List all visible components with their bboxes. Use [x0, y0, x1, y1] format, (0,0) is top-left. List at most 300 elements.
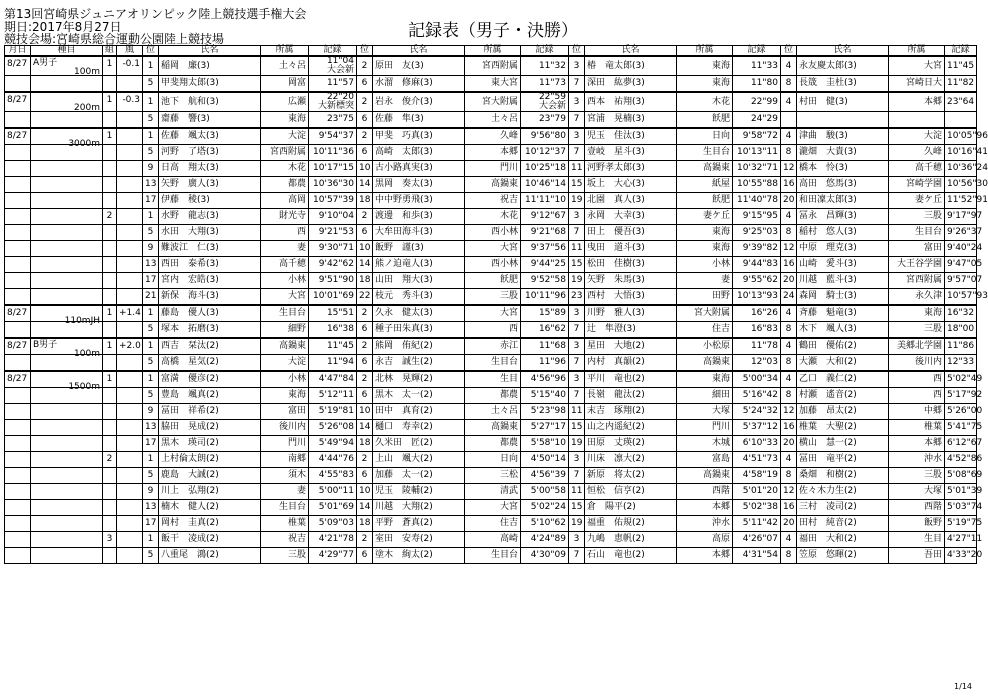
- pos-cell: 16: [781, 257, 797, 273]
- pos-cell: 2: [357, 56, 373, 76]
- record-cell: [733, 289, 781, 306]
- name-cell: 古小路真実(3): [373, 161, 465, 177]
- name-cell: 田原 丈瑛(2): [585, 436, 677, 452]
- record-value: 10'17"15: [313, 163, 354, 173]
- team-cell: 東海: [677, 56, 733, 76]
- heat-cell: [103, 484, 117, 500]
- table-row: [5, 273, 977, 289]
- record-value: 16"83: [750, 324, 778, 334]
- team-cell: 三股: [889, 468, 945, 484]
- team-cell: 細田: [677, 388, 733, 404]
- record-cell: [309, 404, 357, 420]
- pos-cell: 6: [357, 76, 373, 93]
- record-value: 11'52"91: [947, 195, 988, 205]
- team-cell: 三股: [889, 209, 945, 225]
- record-cell: [945, 355, 977, 372]
- results-table: [4, 45, 988, 564]
- event-cell: [31, 145, 103, 161]
- record-value: 9'52"58: [530, 275, 566, 285]
- pos-cell: 9: [143, 241, 159, 257]
- date-cell: [5, 548, 31, 564]
- name-cell: 冨永 昌輝(3): [797, 209, 889, 225]
- pos-cell: 15: [569, 257, 585, 273]
- heat-cell: 3: [103, 532, 117, 548]
- table-row: [5, 76, 977, 93]
- record-note: 大新標突: [317, 101, 354, 111]
- record-cell: [945, 92, 977, 112]
- name-cell: 永吉 誠生(2): [373, 355, 465, 372]
- team-cell: 美郷北学園: [889, 338, 945, 355]
- record-value: 4'44"76: [318, 454, 354, 464]
- record-cell: [733, 177, 781, 193]
- name-cell: 木下 颯人(3): [797, 322, 889, 339]
- heat-cell: [103, 388, 117, 404]
- pos-cell: 5: [143, 112, 159, 129]
- record-cell: [945, 548, 983, 564]
- record-cell: [309, 516, 357, 532]
- pos-cell: 21: [143, 289, 159, 306]
- table-row: [5, 241, 977, 257]
- record-cell: [309, 500, 357, 516]
- name-cell: 熊ノ迫竜人(3): [373, 257, 465, 273]
- pos-cell: 7: [569, 468, 585, 484]
- name-cell: 川上 弘翔(2): [159, 484, 261, 500]
- record-value: 11"33: [750, 60, 778, 71]
- record-value: 4'30"09: [530, 550, 566, 560]
- record-cell: [309, 92, 357, 112]
- team-cell: 木花: [465, 209, 521, 225]
- record-value: 4'47"84: [318, 374, 354, 384]
- record-cell: [733, 436, 781, 452]
- pos-cell: 20: [781, 273, 797, 289]
- name-cell: 黒岡 奏太(3): [373, 177, 465, 193]
- name-cell: 枝元 秀斗(3): [373, 289, 465, 306]
- name-cell: 富満 優彦(2): [159, 371, 261, 388]
- team-cell: 広瀬: [261, 92, 309, 112]
- name-cell: 甲斐 巧真(3): [373, 128, 465, 145]
- pos-cell: 1: [143, 128, 159, 145]
- pos-cell: 5: [143, 388, 159, 404]
- team-cell: 清武: [465, 484, 521, 500]
- record-cell: [521, 145, 569, 161]
- col-pos: 位: [569, 46, 585, 57]
- record-cell: [733, 548, 781, 564]
- name-cell: 川越 大翔(2): [373, 500, 465, 516]
- record-value: 11"82: [947, 78, 975, 88]
- record-value: 9'12"67: [530, 211, 566, 221]
- record-cell: [733, 305, 781, 322]
- record-value: 10'13"93: [737, 291, 778, 301]
- record-value: 5'41"75: [947, 422, 983, 432]
- pos-cell: 3: [569, 371, 585, 388]
- name-cell: 鶴田 優佑(2): [797, 338, 889, 355]
- team-cell: 西: [465, 322, 521, 339]
- heat-cell: [103, 289, 117, 306]
- team-cell: 永久津: [889, 289, 945, 306]
- name-cell: 西田 泰希(3): [159, 257, 261, 273]
- wind-cell: +1.4: [117, 305, 143, 322]
- record-cell: [521, 257, 569, 273]
- record-value: 10'01"69: [313, 291, 354, 301]
- date-cell: [5, 436, 31, 452]
- pos-cell: 24: [781, 289, 797, 306]
- team-cell: 木城: [677, 436, 733, 452]
- team-cell: 大淀: [261, 128, 309, 145]
- team-cell: 高千穂: [261, 257, 309, 273]
- name-cell: 豊島 颯真(2): [159, 388, 261, 404]
- date-cell: [5, 161, 31, 177]
- record-cell: [309, 177, 357, 193]
- date-cell: [5, 177, 31, 193]
- pos-cell: 13: [143, 420, 159, 436]
- table-row: [5, 338, 977, 355]
- pos-cell: 16: [781, 420, 797, 436]
- record-cell: [309, 468, 357, 484]
- record-cell: [309, 112, 357, 129]
- event-cell: [31, 548, 103, 564]
- record-value: 5'11"42: [742, 518, 778, 528]
- results-body: [5, 56, 988, 564]
- name-cell: 平野 蒼真(2): [373, 516, 465, 532]
- wind-cell: -0.1: [117, 56, 143, 76]
- record-value: 4'50"14: [530, 454, 566, 464]
- team-cell: 岡富: [261, 76, 309, 93]
- wind-cell: [117, 500, 143, 516]
- team-cell: 本郷: [889, 92, 945, 112]
- pos-cell: 6: [357, 112, 373, 129]
- team-cell: 木花: [261, 161, 309, 177]
- table-row: [5, 388, 977, 404]
- date-cell: [5, 322, 31, 339]
- record-cell: [521, 209, 569, 225]
- name-cell: 冨田 竜平(2): [797, 452, 889, 468]
- wind-cell: [117, 371, 143, 388]
- name-cell: 石山 竜也(2): [585, 548, 677, 564]
- table-row: [5, 404, 977, 420]
- name-cell: 壹岐 星斗(3): [585, 145, 677, 161]
- record-value: 10'11"36: [313, 147, 354, 157]
- team-cell: 西: [889, 388, 945, 404]
- team-cell: 東海: [677, 76, 733, 93]
- pos-cell: 6: [357, 322, 373, 339]
- record-cell: [309, 548, 357, 564]
- name-cell: 池下 航和(3): [159, 92, 261, 112]
- team-cell: 生目台: [889, 225, 945, 241]
- team-cell: 木花: [677, 92, 733, 112]
- record-value: 5'02"49: [947, 374, 983, 384]
- name-cell: 橋本 怜(3): [797, 161, 889, 177]
- team-cell: 門川: [465, 161, 521, 177]
- team-cell: 飫肥: [677, 193, 733, 209]
- event-cell: [31, 436, 103, 452]
- date-cell: [5, 145, 31, 161]
- team-cell: 三股: [889, 322, 945, 339]
- record-cell: [945, 161, 988, 177]
- team-cell: 祝吉: [261, 532, 309, 548]
- wind-cell: [117, 112, 143, 129]
- wind-cell: -0.3: [117, 92, 143, 112]
- pos-cell: 4: [781, 209, 797, 225]
- record-cell: [521, 273, 569, 289]
- team-cell: 東大宮: [465, 76, 521, 93]
- record-value: 18"00: [947, 324, 975, 334]
- record-value: 4'26"07: [742, 534, 778, 544]
- record-cell: [309, 532, 357, 548]
- record-value: 4'51"73: [742, 454, 778, 464]
- meet-title: 第13回宮崎県ジュニアオリンピック陸上競技選手権大会: [4, 7, 307, 21]
- record-cell: [945, 305, 977, 322]
- event-cell: [31, 338, 103, 359]
- record-value: 10'36"30: [313, 179, 354, 189]
- team-cell: 財光寺: [261, 209, 309, 225]
- pos-cell: [781, 112, 797, 129]
- name-cell: 村田 健(3): [797, 92, 889, 112]
- record-cell: [521, 241, 569, 257]
- team-cell: 宮大附属: [465, 92, 521, 112]
- col-pos: 位: [143, 46, 159, 57]
- pos-cell: 4: [781, 371, 797, 388]
- record-value: 9'54"37: [318, 131, 354, 141]
- record-cell: [945, 76, 977, 93]
- record-value: 4'21"78: [318, 534, 354, 544]
- name-cell: 高崎 太郎(3): [373, 145, 465, 161]
- pos-cell: 18: [357, 436, 373, 452]
- name-cell: 長嶺 龍汰(2): [585, 388, 677, 404]
- wind-cell: +2.0: [117, 338, 143, 355]
- name-cell: 水溜 修麻(3): [373, 76, 465, 93]
- record-value: 5'09"03: [318, 518, 354, 528]
- event-cell: [31, 468, 103, 484]
- pos-cell: 8: [781, 322, 797, 339]
- pos-cell: 15: [569, 420, 585, 436]
- pos-cell: 5: [143, 548, 159, 564]
- name-cell: 児玉 陵輔(2): [373, 484, 465, 500]
- name-cell: 内村 真韻(2): [585, 355, 677, 372]
- name-cell: 和田凜太郎(3): [797, 193, 889, 209]
- pos-cell: 9: [143, 404, 159, 420]
- team-cell: 生目: [465, 371, 521, 388]
- name-cell: 久永 健太(3): [373, 305, 465, 322]
- event-cell: [31, 484, 103, 500]
- team-cell: 西階: [677, 484, 733, 500]
- pos-cell: 20: [781, 516, 797, 532]
- pos-cell: 1: [143, 371, 159, 388]
- event-cell: [31, 161, 103, 177]
- record-value: 10'32"71: [737, 163, 778, 173]
- name-cell: 瀧畑 大貴(3): [797, 145, 889, 161]
- team-cell: 妻ケ丘: [889, 193, 945, 209]
- pos-cell: 11: [569, 404, 585, 420]
- record-value: 11"96: [538, 357, 566, 367]
- table-row: [5, 305, 977, 322]
- record-cell: [309, 322, 357, 339]
- record-value: 5'00"58: [530, 486, 566, 496]
- table-row: [5, 193, 977, 209]
- record-cell: [945, 225, 983, 241]
- pos-cell: 12: [781, 404, 797, 420]
- record-cell: [733, 257, 781, 273]
- pos-cell: 7: [569, 388, 585, 404]
- pos-cell: 6: [357, 388, 373, 404]
- table-row: [5, 484, 977, 500]
- record-cell: [521, 484, 569, 500]
- date-cell: [5, 289, 31, 306]
- pos-cell: 7: [569, 225, 585, 241]
- team-cell: 日向: [677, 128, 733, 145]
- wind-cell: [117, 484, 143, 500]
- pos-cell: 8: [781, 355, 797, 372]
- team-cell: 高鍋東: [677, 468, 733, 484]
- name-cell: 岩永 俊介(3): [373, 92, 465, 112]
- date-cell: [5, 257, 31, 273]
- team-cell: 富田: [889, 241, 945, 257]
- event-label: 200m: [74, 103, 100, 113]
- record-cell: [309, 289, 357, 306]
- name-cell: 曳田 道斗(3): [585, 241, 677, 257]
- pos-cell: 4: [781, 338, 797, 355]
- pos-cell: 5: [143, 468, 159, 484]
- wind-cell: [117, 209, 143, 225]
- record-value: 5'23"98: [530, 406, 566, 416]
- record-value: 12"33: [947, 357, 975, 367]
- team-cell: 飫肥: [677, 112, 733, 129]
- name-cell: 室田 安寿(2): [373, 532, 465, 548]
- event-cell: [31, 388, 103, 404]
- heat-cell: [103, 355, 117, 372]
- team-cell: 生目台: [677, 145, 733, 161]
- heat-cell: [103, 161, 117, 177]
- record-cell: [733, 532, 781, 548]
- event-cell: [31, 241, 103, 257]
- team-cell: [889, 112, 945, 129]
- pos-cell: 2: [357, 209, 373, 225]
- pos-cell: 2: [357, 371, 373, 388]
- event-cell: [31, 305, 103, 326]
- team-cell: 本郷: [465, 145, 521, 161]
- table-row: [5, 161, 977, 177]
- team-cell: 住吉: [677, 322, 733, 339]
- pos-cell: 8: [781, 225, 797, 241]
- record-value: 4'31"54: [742, 550, 778, 560]
- name-cell: 西吉 栞汰(2): [159, 338, 261, 355]
- pos-cell: 4: [781, 56, 797, 76]
- record-value: 9'25"03: [742, 227, 778, 237]
- name-cell: 中中野勇飛(3): [373, 193, 465, 209]
- event-cell: [31, 500, 103, 516]
- team-cell: 椎葉: [261, 516, 309, 532]
- heat-cell: 1: [103, 56, 117, 76]
- record-cell: [309, 420, 357, 436]
- table-row: [5, 289, 977, 306]
- header-row: [5, 46, 977, 57]
- name-cell: 田上 優吾(3): [585, 225, 677, 241]
- record-cell: [733, 112, 781, 129]
- name-cell: 楠木 健人(2): [159, 500, 261, 516]
- record-cell: [521, 500, 569, 516]
- date-cell: [5, 209, 31, 225]
- pos-cell: 10: [357, 484, 373, 500]
- pos-cell: 9: [143, 161, 159, 177]
- record-value: 16"62: [538, 324, 566, 334]
- team-cell: 東海: [677, 241, 733, 257]
- pos-cell: 3: [569, 532, 585, 548]
- name-cell: 加藤 昂太(2): [797, 404, 889, 420]
- pos-cell: 14: [357, 420, 373, 436]
- name-cell: 大瀬 大和(2): [797, 355, 889, 372]
- heat-cell: [103, 76, 117, 93]
- col-event: 種目: [31, 46, 103, 57]
- record-cell: [309, 257, 357, 273]
- team-cell: 本郷: [889, 436, 945, 452]
- col-wind: 風: [117, 46, 143, 57]
- pos-cell: 4: [781, 452, 797, 468]
- name-cell: 齋藤 響(3): [159, 112, 261, 129]
- wind-cell: [117, 241, 143, 257]
- name-cell: 宮内 宏皓(3): [159, 273, 261, 289]
- record-value: 9'37"56: [530, 243, 566, 253]
- team-cell: 高鍋東: [677, 161, 733, 177]
- name-cell: 水野 龍志(3): [159, 209, 261, 225]
- name-cell: 山之内遥紀(2): [585, 420, 677, 436]
- team-cell: 土々呂: [465, 404, 521, 420]
- team-cell: 高岡: [261, 193, 309, 209]
- name-cell: 脇田 晃成(2): [159, 420, 261, 436]
- pos-cell: 16: [781, 177, 797, 193]
- col-name: 氏名: [585, 46, 677, 57]
- team-cell: 高鍋東: [261, 338, 309, 355]
- team-cell: 椎葉: [889, 420, 945, 436]
- heat-cell: [103, 177, 117, 193]
- record-value: 16"38: [326, 324, 354, 334]
- table-row: [5, 128, 977, 145]
- record-cell: [521, 177, 569, 193]
- record-cell: [521, 468, 569, 484]
- record-value: 10'55"88: [737, 179, 778, 189]
- record-cell: [309, 436, 357, 452]
- col-name: 氏名: [159, 46, 261, 57]
- name-cell: 上山 颯大(2): [373, 452, 465, 468]
- heat-cell: [103, 420, 117, 436]
- record-cell: [521, 112, 569, 129]
- record-cell: [309, 128, 357, 145]
- team-cell: 小林: [261, 371, 309, 388]
- pos-cell: 3: [569, 209, 585, 225]
- record-value: 5'00"34: [742, 374, 778, 384]
- class-label: A男子: [33, 58, 58, 68]
- team-cell: 宮西附属: [465, 56, 521, 76]
- pos-cell: 5: [143, 355, 159, 372]
- record-value: 11"78: [750, 341, 778, 351]
- team-cell: 南郷: [261, 452, 309, 468]
- pos-cell: 14: [357, 500, 373, 516]
- name-cell: 高田 悠馬(3): [797, 177, 889, 193]
- event-label: 100m: [74, 67, 100, 77]
- name-cell: 甲斐翔太郎(3): [159, 76, 261, 93]
- team-cell: 高鍋東: [465, 177, 521, 193]
- record-value: 23"75: [326, 114, 354, 124]
- record-cell: [945, 289, 988, 306]
- record-cell: [945, 484, 983, 500]
- heat-cell: [103, 500, 117, 516]
- record-cell: [733, 371, 781, 388]
- record-value: 11"80: [750, 78, 778, 88]
- pos-cell: 23: [569, 289, 585, 306]
- name-cell: 辻 隼澄(3): [585, 322, 677, 339]
- col-team: 所属: [889, 46, 945, 57]
- record-value: 5'03"74: [947, 502, 983, 512]
- pos-cell: 19: [569, 193, 585, 209]
- table-row: [5, 145, 977, 161]
